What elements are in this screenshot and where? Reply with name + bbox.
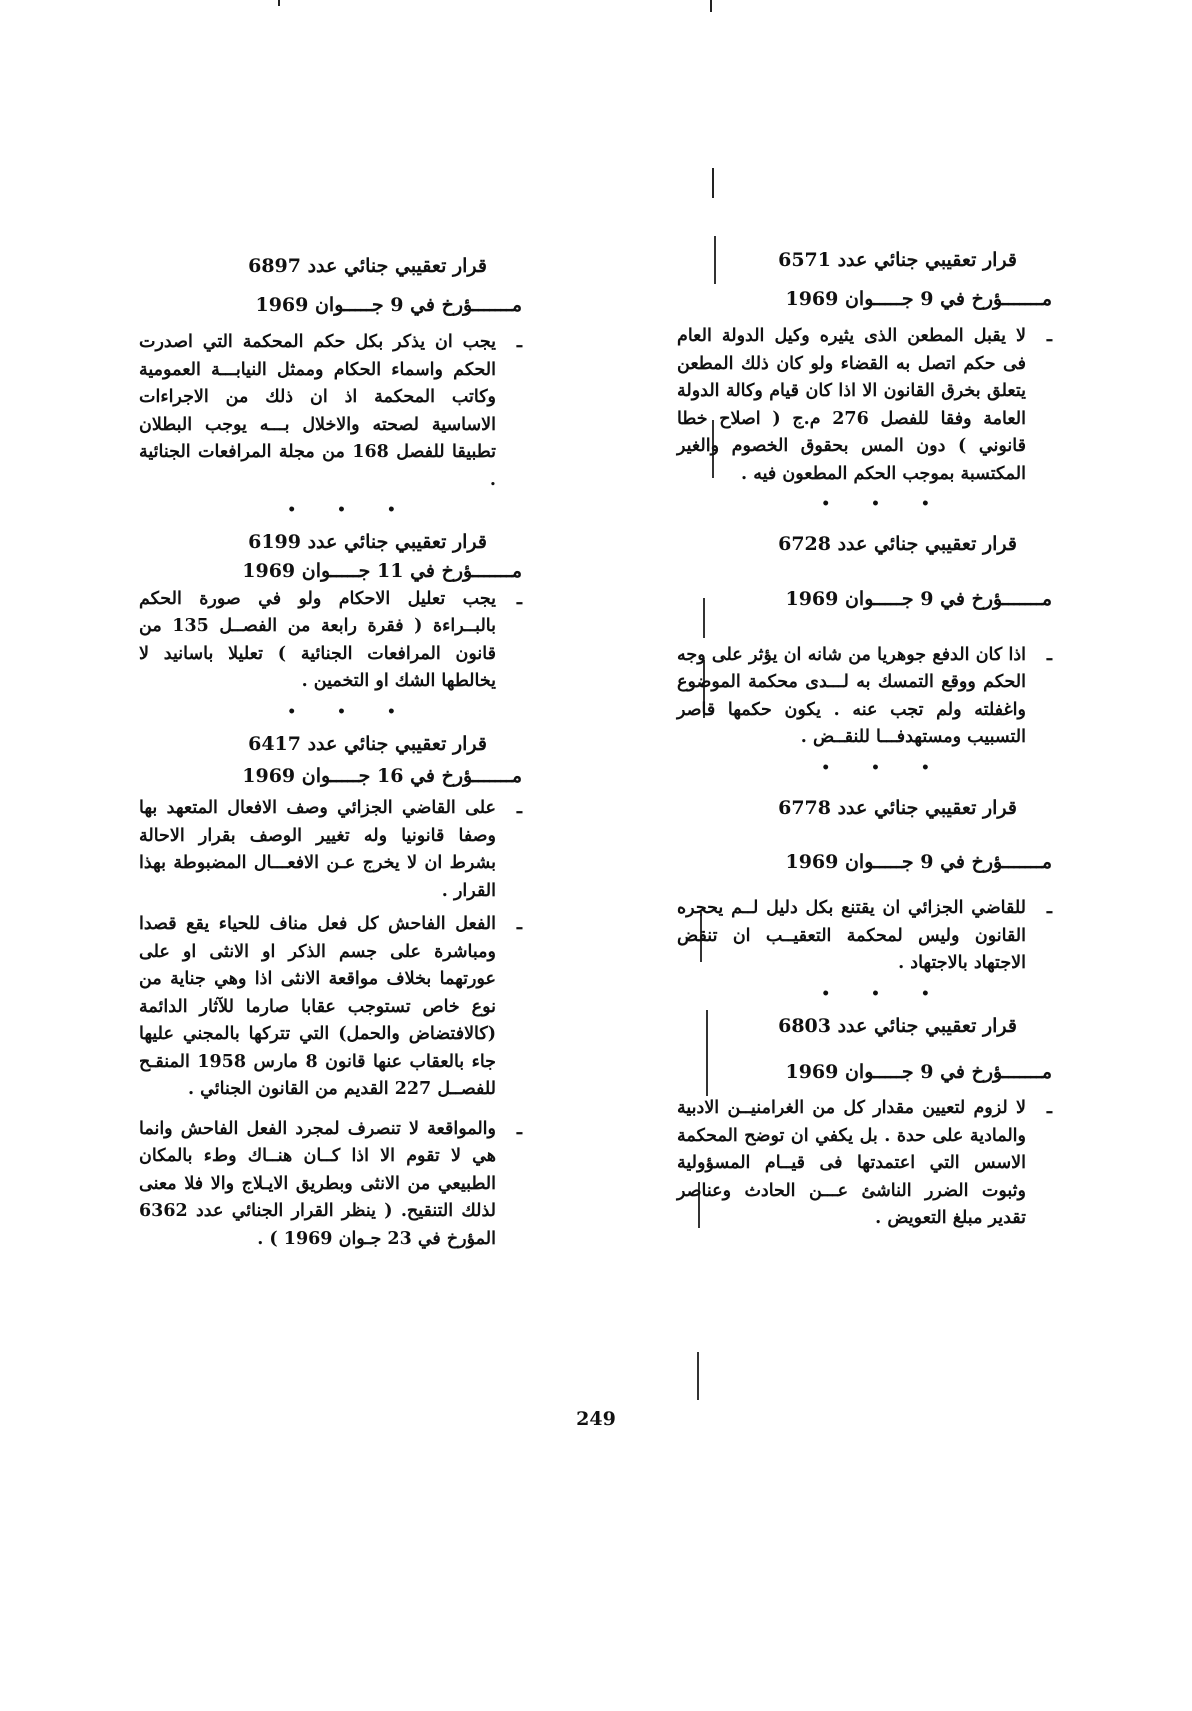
rule-text: لا لزوم لتعيين مقدار كل من الغرامنيــن الادبية والمادية على حدة . بل يكفي ان توضح المحكمة الاسس التي اعتمدتها فى قيــام المسؤولية وثبوت الضرر الناشئ عـــن الحادث وعناصر تقدير مبلغ التعويض .: [677, 1098, 1026, 1228]
section-separator: • • •: [821, 985, 948, 1002]
decision-6199: [139, 530, 522, 695]
decision-title: قرار تعقيبي جنائي عدد 6778: [778, 796, 1017, 819]
scan-mark-top-mid: [712, 168, 714, 198]
decision-6897: [139, 254, 522, 494]
section-separator: • • •: [287, 703, 414, 720]
rule-dash: ـ: [1046, 1098, 1052, 1118]
page-number: 249: [576, 1408, 616, 1430]
decision-6571: [677, 248, 1052, 488]
right-column: [677, 248, 1052, 1239]
decision-rule: [677, 1095, 1052, 1233]
column-divider-7: [697, 1352, 699, 1400]
decision-rule: [677, 642, 1052, 752]
decision-rule: [677, 895, 1052, 978]
decision-date: مـــــــؤرخ في 9 جـــــوان 1969: [255, 293, 522, 316]
rule-dash: ـ: [1046, 326, 1052, 347]
decision-title: قرار تعقيبي جنائي عدد 6417: [248, 732, 487, 755]
section-separator: • • •: [287, 502, 414, 519]
rule-text: للقاضي الجزائي ان يقتنع بكل دليل لــم يحجره القانون وليس لمحكمة التعقيــب ان تنقض الاجتهاد بالاجتهاد .: [677, 898, 1026, 974]
decision-title: قرار تعقيبي جنائي عدد 6897: [248, 255, 487, 277]
decision-date: مـــــــؤرخ في 9 جـــــوان 1969: [785, 287, 1052, 310]
rule-dash: ـ: [516, 588, 522, 609]
decision-rule: [139, 795, 522, 905]
decision-title: قرار تعقيبي جنائي عدد 6728: [778, 533, 1017, 556]
decision-rule: [139, 1116, 522, 1254]
decision-rule: [139, 911, 522, 1104]
rule-text: يجب ان يذكر بكل حكم المحكمة التي اصدرت الحكم واسماء الحكام وممثل النيابـــة العمومية وكاتب المحكمة اذ ان ذلك من الاجراءات الاساسية لصحته والاخلال بـــه يوجب البطلان تطبيقا للفصل 168 من مجلة المرافعات الجنائية .: [139, 332, 496, 490]
decision-title: قرار تعقيبي جنائي عدد 6571: [778, 249, 1017, 271]
rule-dash: ـ: [516, 332, 522, 353]
section-separator: • • •: [821, 496, 948, 513]
decision-6778: [677, 796, 1052, 978]
left-column: [139, 254, 522, 1259]
decision-title: قرار تعقيبي جنائي عدد 6803: [778, 1014, 1017, 1037]
decision-date: مـــــــؤرخ في 9 جـــــوان 1969: [785, 851, 1052, 874]
rule-dash: ـ: [516, 1118, 522, 1139]
decision-6417: [139, 732, 522, 1253]
rule-text: على القاضي الجزائي وصف الافعال المتعهد بها وصفا قانونيا وله تغيير الوصف بقرار الاحالة بشرط ان لا يخرج عـن الافعـــال المضبوطة بهذا القرار .: [139, 798, 496, 901]
rule-dash: ـ: [516, 914, 522, 935]
decision-rule: [139, 586, 522, 696]
rule-text: والمواقعة لا تنصرف لمجرد الفعل الفاحش وانما هي لا تقوم الا اذا كــان هنــاك وطء بالمكان الطبيعي من الانثى وبطريق الايـلاج والا فلا معنى لذلك التنقيح. ( ينظر القرار الجنائي عدد 6362 المؤرخ في 23 جـوان 1969 ) .: [139, 1118, 496, 1249]
rule-text: لا يقبل المطعن الذى يثيره وكيل الدولة العام فى حكم اتصل به القضاء ولو كان ذلك المطعن يتعلق بخرق القانون الا اذا كان قيام وكالة الدولة العامة وفقا للفصل 276 م.ج ( اصلاح خطا قانوني ) دون المس بحقوق الخصوم والغير المكتسبة بموجب الحكم المطعون فيه .: [677, 326, 1026, 484]
decision-date: مـــــــؤرخ في 9 جـــــوان 1969: [785, 588, 1052, 611]
decision-date: مـــــــؤرخ في 9 جـــــوان 1969: [785, 1061, 1052, 1084]
decision-date: مـــــــؤرخ في 11 جـــــوان 1969: [242, 560, 522, 583]
decision-rule: [139, 329, 522, 494]
decision-date: مـــــــؤرخ في 16 جـــــوان 1969: [242, 765, 522, 788]
rule-dash: ـ: [516, 798, 522, 819]
rule-text: اذا كان الدفع جوهريا من شانه ان يؤثر على وجه الحكم ووقع التمسك به لـــدى محكمة الموضوع واغفلته ولم تجب عنه . يكون حكمها قاصر التسبيب ومستهدفـــا للنقــض .: [677, 644, 1026, 748]
scan-mark-top-left: [278, 0, 280, 6]
decision-6803: [677, 1014, 1052, 1233]
decision-rule: [677, 323, 1052, 488]
section-separator: • • •: [821, 759, 948, 776]
decision-6728: [677, 532, 1052, 751]
rule-dash: ـ: [1046, 898, 1052, 919]
rule-text: الفعل الفاحش كل فعل مناف للحياء يقع قصدا ومباشرة على جسم الذكر او الانثى او على عورتهما بخلاف مواقعة الانثى اذا وهي جناية من نوع خاص تستوجب عقابا صارما للآثار الدائمة (كالافتضاض والحمل) التي تتركها بالمجني عليها جاء بالعقاب عنها قانون 8 مارس 1958 المنقـح للفصــل 227 القديم من القانون الجنائي .: [139, 914, 496, 1100]
rule-dash: ـ: [1046, 644, 1052, 665]
scan-mark-top: [710, 0, 712, 12]
decision-title: قرار تعقيبي جنائي عدد 6199: [248, 531, 487, 554]
rule-text: يجب تعليل الاحكام ولو في صورة الحكم بالبــراءة ( فقرة رابعة من الفصــل 135 من قانون المرافعات الجنائية ) تعليلا باسانيد لا يخالطها الشك او التخمين .: [139, 588, 497, 692]
